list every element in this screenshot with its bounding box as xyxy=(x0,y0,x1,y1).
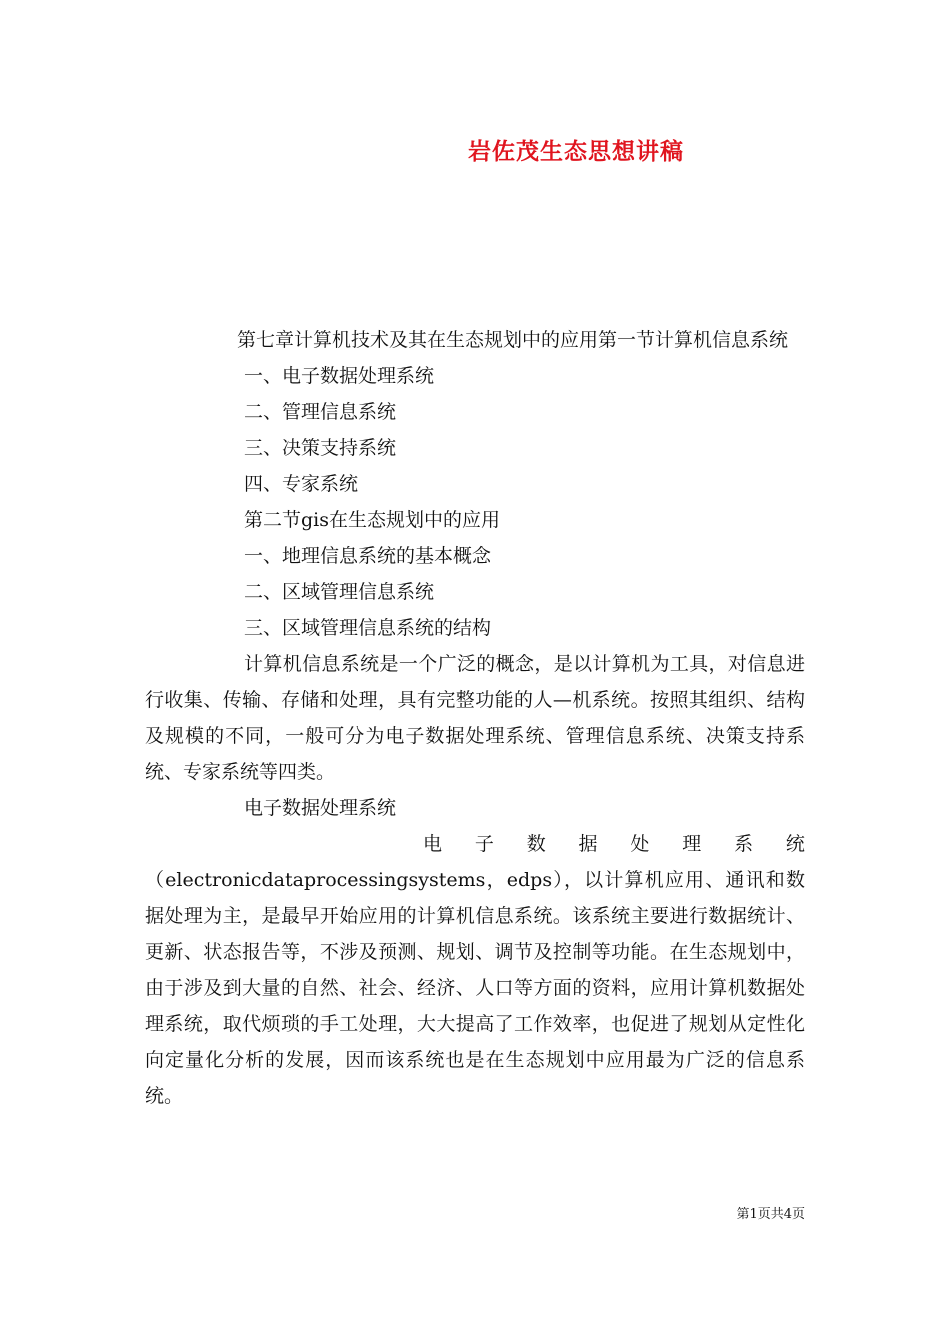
list-item-6: 二、区域管理信息系统 xyxy=(244,581,435,603)
document-title: 岩佐茂生态思想讲稿 xyxy=(468,139,684,165)
spaced-char: 子 xyxy=(474,833,494,855)
spaced-char: 据 xyxy=(578,833,598,855)
spaced-heading xyxy=(145,826,805,862)
chapter-heading: 第七章计算机技术及其在生态规划中的应用第一节计算机信息系统 xyxy=(237,329,789,351)
list-item-1: 一、电子数据处理系统 xyxy=(244,365,435,387)
document-body xyxy=(145,322,805,1114)
spaced-char: 数 xyxy=(526,833,546,855)
section-heading: 第二节gis在生态规划中的应用 xyxy=(244,509,500,531)
spaced-char: 系 xyxy=(734,833,754,855)
list-item-4: 四、专家系统 xyxy=(244,473,359,495)
list-item-2: 二、管理信息系统 xyxy=(244,401,397,423)
spaced-char: 统 xyxy=(785,833,805,855)
list-item-7: 三、区域管理信息系统的结构 xyxy=(244,617,492,639)
subheading-edps: 电子数据处理系统 xyxy=(244,797,397,819)
spaced-char: 处 xyxy=(630,833,650,855)
spaced-char: 理 xyxy=(682,833,702,855)
spaced-char: 电 xyxy=(423,833,443,855)
list-item-5: 一、地理信息系统的基本概念 xyxy=(244,545,492,567)
list-item-3: 三、决策支持系统 xyxy=(244,437,397,459)
page-footer: 第1页共4页 xyxy=(736,1207,805,1222)
paragraph-overview: 计算机信息系统是一个广泛的概念，是以计算机为工具，对信息进行收集、传输、存储和处理，具有完整功能的人—机系统。按照其组织、结构及规模的不同，一般可分为电子数据处理系统、管理信息系统、决策支持系统、专家系统等四类。 xyxy=(145,653,805,783)
paragraph-edps: （electronicdataprocessingsystems，edps），以计算机应用、通讯和数据处理为主，是最早开始应用的计算机信息系统。该系统主要进行数据统计、更新、状态报告等，不涉及预测、规划、调节及控制等功能。在生态规划中，由于涉及到大量的自然、社会、经济、人口等方面的资料，应用计算机数据处理系统，取代烦琐的手工处理，大大提高了工作效率，也促进了规划从定性化向定量化分析的发展，因而该系统也是在生态规划中应用最为广泛的信息系统。 xyxy=(145,869,805,1107)
